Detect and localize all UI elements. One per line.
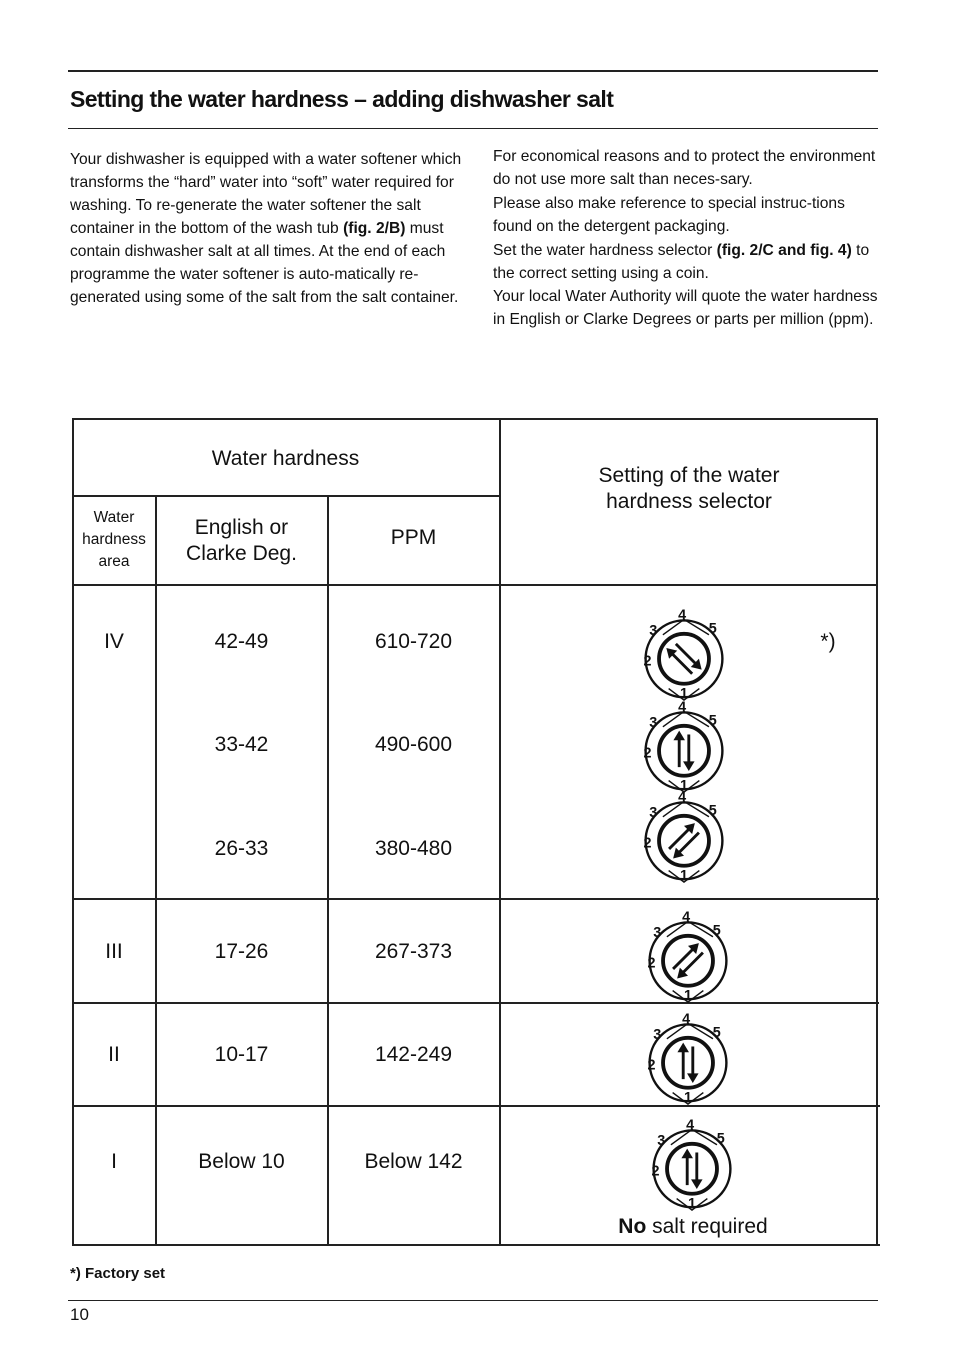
page-number: 10	[70, 1305, 89, 1324]
svg-text:4: 4	[678, 699, 687, 716]
svg-text:1: 1	[679, 868, 689, 884]
setting-column-divider	[499, 418, 501, 1246]
selector-dial-setting-2	[640, 908, 736, 1004]
row-iii-area: III	[105, 940, 123, 963]
svg-text:3: 3	[649, 714, 658, 731]
svg-text:2: 2	[643, 745, 652, 762]
right-paragraph-3: Set the water hardness selector (fig. 2/C and fig. 4) to the correct setting using a coin.	[493, 242, 870, 282]
row-divider-iii-ii	[73, 1002, 879, 1004]
header-english-clarke: English or Clarke Deg.	[186, 516, 297, 565]
svg-text:3: 3	[657, 1132, 666, 1149]
svg-text:4: 4	[682, 1011, 691, 1028]
page-title: Setting the water hardness – adding dishwasher salt	[70, 86, 614, 112]
svg-text:5: 5	[712, 1024, 721, 1041]
svg-text:4: 4	[682, 909, 691, 926]
area-column-divider	[155, 495, 157, 1246]
right-paragraph-4: Your local Water Authority will quote the water hardness in English or Clarke Degrees or parts per million (ppm).	[493, 288, 878, 328]
row-iv-c-english: 26-33	[214, 837, 269, 860]
svg-text:5: 5	[712, 922, 721, 939]
svg-text:5: 5	[708, 802, 717, 819]
svg-text:2: 2	[651, 1163, 660, 1180]
selector-dial-setting-5	[636, 606, 732, 702]
right-column	[493, 145, 879, 331]
subheader-divider	[72, 495, 500, 497]
row-iv-b-english: 33-42	[214, 733, 269, 756]
fig-reference: (fig. 2/C and fig. 4)	[716, 242, 852, 259]
svg-text:1: 1	[683, 1090, 693, 1106]
svg-text:1: 1	[679, 778, 689, 794]
svg-text:2: 2	[647, 1057, 656, 1074]
left-paragraph: Your dishwasher is equipped with a water softener which transforms the “hard” water into “soft” water required for washing. To re-generate the water softener the salt container in the bottom of the wash tub (fig. 2/B) must contain dishwasher salt at all times. At the end of each programme the water softener is auto-matically re-generated using some of the salt from the salt container.	[70, 151, 462, 306]
no-salt-required: No salt required	[618, 1215, 768, 1238]
row-iv-a-english: 42-49	[214, 630, 269, 653]
selector-dial-setting-1	[640, 1010, 736, 1106]
svg-text:3: 3	[653, 924, 662, 941]
svg-text:1: 1	[687, 1196, 697, 1212]
row-divider-ii-i	[74, 1105, 880, 1107]
top-rule	[68, 70, 878, 72]
svg-text:2: 2	[647, 955, 656, 972]
table-border-bottom	[74, 1244, 880, 1246]
svg-text:4: 4	[678, 789, 687, 806]
row-ii-area: II	[108, 1043, 120, 1066]
right-paragraph-1: For economical reasons and to protect the environment do not use more salt than neces-sary.	[493, 148, 876, 188]
selector-dial-setting-4	[636, 698, 732, 794]
selector-dial-setting-1b	[644, 1116, 740, 1212]
row-i-area: I	[111, 1150, 117, 1173]
table-border-right	[876, 418, 878, 1246]
header-setting: Setting of the water hardness selector	[598, 464, 780, 513]
selector-dial-setting-3	[636, 788, 732, 884]
row-i-english: Below 10	[198, 1150, 285, 1173]
right-paragraph-2: Please also make reference to special instruc-tions found on the detergent packaging.	[493, 195, 845, 235]
row-ii-english: 10-17	[214, 1043, 269, 1066]
svg-text:4: 4	[678, 607, 687, 624]
svg-text:2: 2	[643, 653, 652, 670]
svg-text:5: 5	[708, 620, 717, 637]
row-ii-ppm: 142-249	[374, 1043, 453, 1066]
svg-text:1: 1	[683, 988, 693, 1004]
row-divider-iv-iii	[73, 898, 879, 900]
svg-text:3: 3	[649, 622, 658, 639]
header-row-divider	[72, 584, 878, 586]
svg-text:4: 4	[686, 1117, 695, 1134]
svg-text:5: 5	[708, 712, 717, 729]
row-iv-c-ppm: 380-480	[374, 837, 453, 860]
row-i-ppm: Below 142	[364, 1150, 463, 1173]
row-iii-english: 17-26	[214, 940, 269, 963]
factory-set-marker: *)	[820, 630, 836, 653]
row-iv-a-ppm: 610-720	[374, 630, 453, 653]
svg-text:2: 2	[643, 835, 652, 852]
heading-underline	[68, 128, 878, 129]
svg-text:1: 1	[679, 686, 689, 702]
header-ppm: PPM	[390, 526, 437, 549]
svg-text:3: 3	[653, 1026, 662, 1043]
footnote-factory-set: *) Factory set	[70, 1265, 166, 1282]
water-hardness-table	[72, 418, 878, 1246]
footer-rule	[68, 1300, 878, 1301]
left-column	[70, 148, 462, 309]
english-column-divider	[327, 495, 329, 1246]
svg-text:3: 3	[649, 804, 658, 821]
row-iv-area: IV	[104, 630, 124, 653]
fig-reference: (fig. 2/B)	[343, 220, 406, 237]
table-border-top	[72, 418, 878, 420]
header-water-hardness: Water hardness	[211, 447, 360, 470]
svg-text:5: 5	[716, 1130, 725, 1147]
row-iv-b-ppm: 490-600	[374, 733, 453, 756]
row-iii-ppm: 267-373	[374, 940, 453, 963]
header-area: Water hardness area	[82, 509, 146, 570]
